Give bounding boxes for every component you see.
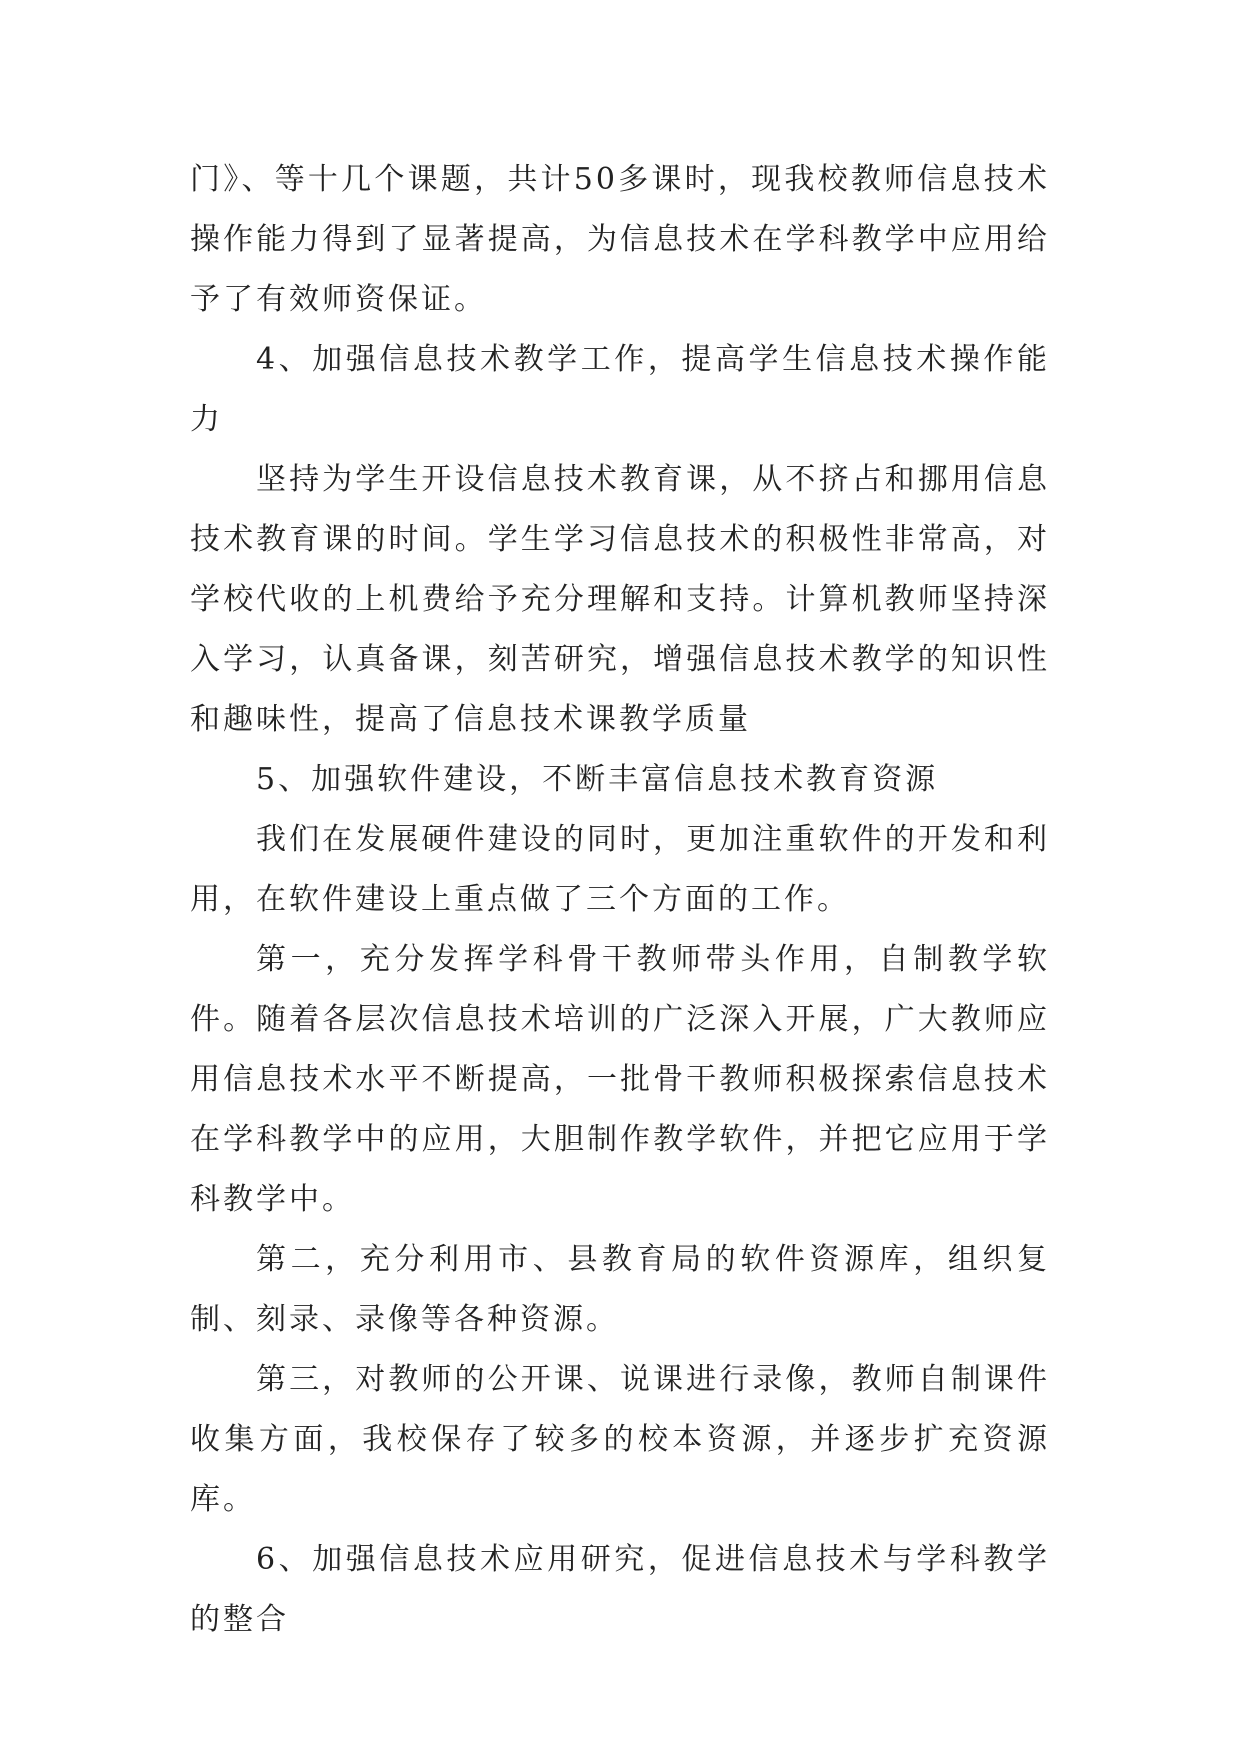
section-heading-6: 6、加强信息技术应用研究，促进信息技术与学科教学的整合 <box>190 1542 1050 1637</box>
paragraph-first-point: 第一，充分发挥学科骨干教师带头作用，自制教学软件。随着各层次信息技术培训的广泛深入开展，广大教师应用信息技术水平不断提高，一批骨干教师积极探索信息技术在学科教学中的应用，大胆制作教学软件，并把它应用于学科教学中。 <box>190 942 1050 1217</box>
section-heading-4: 4、加强信息技术教学工作，提高学生信息技术操作能力 <box>190 342 1050 437</box>
paragraph-second-point: 第二，充分利用市、县教育局的软件资源库，组织复制、刻录、录像等各种资源。 <box>190 1242 1050 1337</box>
paragraph-software-intro: 我们在发展硬件建设的同时，更加注重软件的开发和利用，在软件建设上重点做了三个方面的工作。 <box>190 822 1050 917</box>
document-page <box>190 150 1050 1650</box>
section-heading-5: 5、加强软件建设，不断丰富信息技术教育资源 <box>256 762 939 797</box>
paragraph-third-point: 第三，对教师的公开课、说课进行录像，教师自制课件收集方面，我校保存了较多的校本资源，并逐步扩充资源库。 <box>190 1362 1050 1517</box>
paragraph-continuation: 门》、等十几个课题，共计50多课时，现我校教师信息技术操作能力得到了显著提高，为信息技术在学科教学中应用给予了有效师资保证。 <box>190 162 1050 317</box>
paragraph-student-it-course: 坚持为学生开设信息技术教育课，从不挤占和挪用信息技术教育课的时间。学生学习信息技术的积极性非常高，对学校代收的上机费给予充分理解和支持。计算机教师坚持深入学习，认真备课，刻苦研究，增强信息技术教学的知识性和趣味性，提高了信息技术课教学质量 <box>190 462 1050 737</box>
